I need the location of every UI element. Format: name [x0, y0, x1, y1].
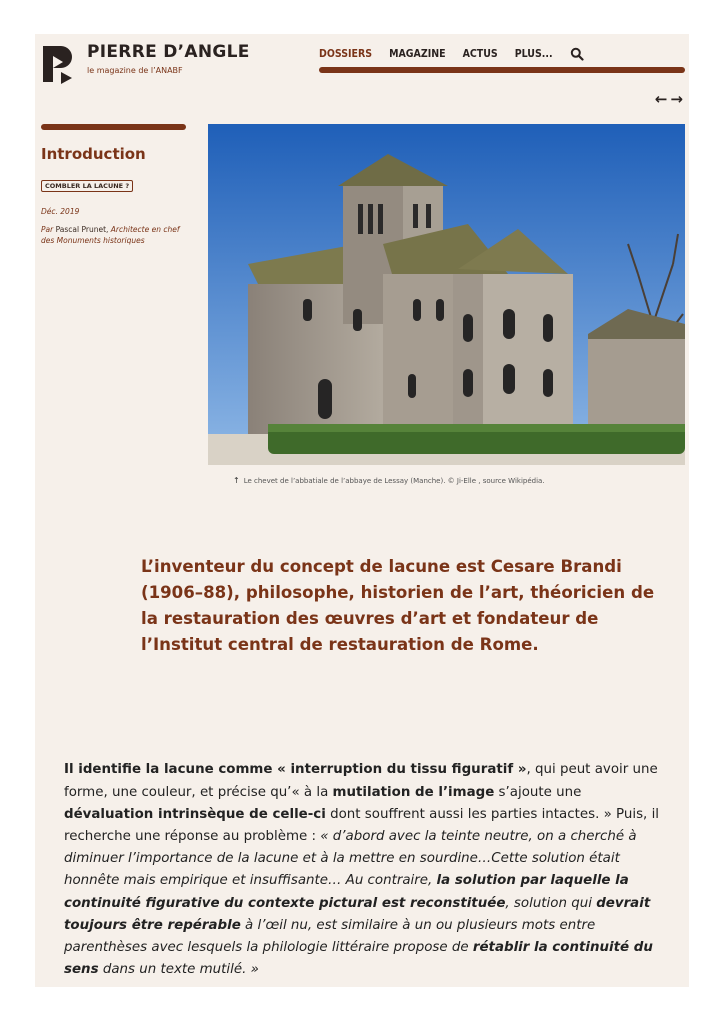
nav-item-plus[interactable]: PLUS... [514, 48, 553, 60]
article-pager [655, 92, 683, 107]
body-span: dont souffrent aussi les parties intactes. » Puis, il recherche une réponse au problème : [64, 806, 660, 844]
lead-paragraph: L’inventeur du concept de lacune est Cesare Brandi (1906–88), philosophe, historien de l’art, théoricien de la restauration des œuvres d’art et fondateur de l’Institut central de restauration de Rome. [141, 557, 655, 654]
body-span: , qui peut avoir une forme, une couleur, et précise qu’« à la [64, 762, 658, 800]
brand-title[interactable]: PIERRE D’ANGLE [87, 42, 250, 62]
body-span: dans un texte mutilé. » [98, 962, 259, 978]
body-span: s’ajoute une [494, 784, 582, 800]
body-span: « d’abord avec la teinte neutre, on a cherché à diminuer l’importance de la lacune et à la mettre en sourdine…Cette solution était honnête mais empirique et insuffisante… Au contraire, [64, 829, 637, 889]
body-span: la solution par laquelle la continuité figurative du contexte pictural est reconstituée [64, 873, 629, 911]
byline-prefix: Par [41, 225, 54, 234]
prev-arrow-icon[interactable]: ← [654, 90, 668, 108]
author-role: Architecte en chef des Monuments historiques [41, 225, 180, 245]
main-nav [319, 47, 584, 61]
hero-image [208, 124, 685, 465]
next-arrow-icon[interactable]: → [670, 90, 683, 108]
body-span: mutilation de l’image [332, 784, 495, 800]
body-span: devrait toujours être repérable [64, 895, 651, 933]
sidebar-divider [41, 124, 186, 130]
byline [41, 224, 191, 246]
body-span: à l’œil nu, est similaire à un ou plusieurs mots entre parenthèses avec lesquels la philologie littéraire propose de [64, 917, 596, 956]
nav-item-magazine[interactable]: MAGAZINE [389, 48, 446, 60]
nav-underline [319, 67, 685, 73]
body-span: , solution qui [505, 895, 597, 911]
image-caption [233, 476, 545, 485]
author-name: Pascal Prunet, [55, 225, 109, 234]
section-title: Introduction [41, 145, 146, 163]
page [35, 34, 689, 987]
nav-item-dossiers[interactable]: DOSSIERS [319, 48, 373, 60]
logo-icon[interactable] [41, 44, 75, 84]
body-span: Il identifie la lacune comme « interruption du tissu figuratif » [64, 762, 527, 778]
nav-item-actus[interactable]: ACTUS [462, 48, 498, 60]
body-paragraph [64, 759, 664, 981]
search-icon[interactable] [570, 47, 584, 61]
caption-text: Le chevet de l’abbatiale de l’abbaye de Lessay (Manche). © Ji-Elle , source Wikipédia. [243, 477, 545, 485]
brand-subtitle: le magazine de l’ANABF [87, 66, 183, 75]
body-span: dévaluation intrinsèque de celle-ci [64, 806, 326, 822]
body-span: rétablir la continuité du sens [64, 940, 653, 978]
dossier-tag[interactable]: COMBLER LA LACUNE ? [41, 180, 133, 192]
caption-arrow-icon: ↑ [233, 476, 240, 485]
article-date: Déc. 2019 [41, 207, 80, 216]
